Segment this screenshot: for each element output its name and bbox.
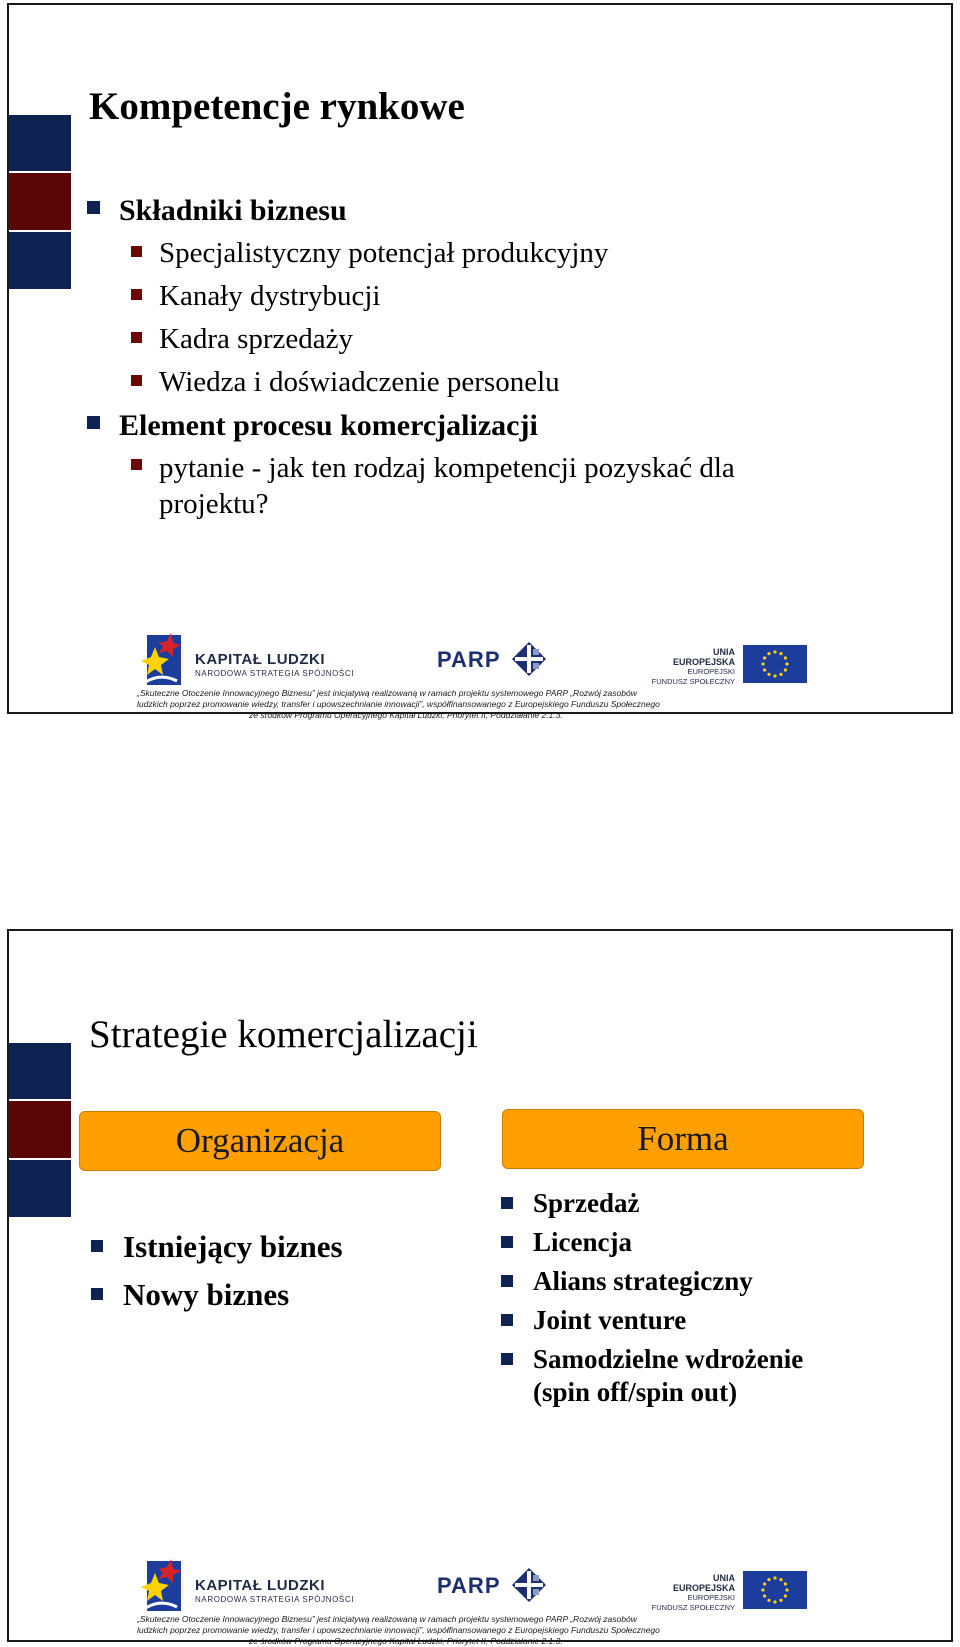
slide-title: Kompetencje rynkowe <box>89 85 465 128</box>
kapital-ludzki-logo-icon <box>137 631 185 691</box>
bullet-square-icon <box>131 332 142 343</box>
slide-title: Strategie komercjalizacji <box>89 1013 478 1056</box>
forma-list <box>501 1187 831 1415</box>
list-item: Alians strategiczny <box>501 1265 831 1298</box>
side-bar-navy-top <box>9 1043 71 1099</box>
kapital-ludzki-text: KAPITAŁ LUDZKI NARODOWA STRATEGIA SPÓJNOŚCI <box>195 651 355 678</box>
bullet-square-icon <box>501 1275 513 1287</box>
parp-logo-icon <box>511 641 547 677</box>
bullet-square-icon <box>501 1353 513 1365</box>
side-bar-navy-bottom <box>9 1160 71 1217</box>
eu-flag-icon <box>743 645 807 683</box>
kapital-ludzki-text: KAPITAŁ LUDZKI NARODOWA STRATEGIA SPÓJNOŚCI <box>195 1577 355 1604</box>
sponsor-footer <box>137 631 837 720</box>
side-bar-maroon <box>9 1101 71 1158</box>
bullet-square-icon <box>91 1288 103 1300</box>
list-item: Wiedza i doświadczenie personelu <box>87 361 847 404</box>
bullet-square-icon <box>501 1197 513 1209</box>
kapital-ludzki-logo-icon <box>137 1557 185 1617</box>
list-item: Licencja <box>501 1226 831 1259</box>
bullet-list <box>87 189 847 522</box>
organizacja-header: Organizacja <box>79 1111 441 1171</box>
list-item: Istniejący biznes <box>91 1223 343 1271</box>
bullet-square-icon <box>87 201 100 214</box>
bullet-square-icon <box>131 289 142 300</box>
side-bar-navy-top <box>9 115 71 171</box>
bullet-square-icon <box>501 1314 513 1326</box>
eu-text: UNIA EUROPEJSKA EUROPEJSKI FUNDUSZ SPOŁECZNY <box>651 1573 735 1612</box>
list-item: Sprzedaż <box>501 1187 831 1220</box>
bullet-square-icon <box>91 1240 103 1252</box>
list-item: Element procesu komercjalizacji <box>87 404 847 447</box>
list-item: pytanie - jak ten rodzaj kompetencji pozyskać dla projektu? <box>87 447 847 522</box>
list-item: Kanały dystrybucji <box>87 275 847 318</box>
bullet-square-icon <box>131 459 142 470</box>
footer-note: „Skuteczne Otoczenie Innowacyjnego Biznesu” jest inicjatywą realizowaną w ramach projektu systemowego PARP „Rozwój zasobów ludzkich poprzez promowanie wiedzy, transfer i upowszechnianie innowacji”, współfinansowanego z Europejskiego Funduszu Społecznego ze środków Programu Operacyjnego Kapitał Ludzki, Priorytet II, Poddziałanie 2.1.3. <box>137 688 660 720</box>
side-bar-maroon <box>9 173 71 230</box>
bullet-square-icon <box>87 416 100 429</box>
list-item: Składniki biznesu <box>87 189 847 232</box>
parp-logo-text: PARP <box>437 647 501 672</box>
bullet-square-icon <box>131 375 142 386</box>
bullet-square-icon <box>131 246 142 257</box>
parp-logo-icon <box>511 1567 547 1603</box>
list-item: Joint venture <box>501 1304 831 1337</box>
list-item: Samodzielne wdrożenie (spin off/spin out) <box>501 1343 831 1409</box>
bullet-square-icon <box>501 1236 513 1248</box>
parp-logo-text: PARP <box>437 1573 501 1598</box>
sponsor-footer <box>137 1557 837 1646</box>
eu-flag-icon <box>743 1571 807 1609</box>
slide-kompetencje <box>7 3 953 720</box>
eu-text: UNIA EUROPEJSKA EUROPEJSKI FUNDUSZ SPOŁECZNY <box>651 647 735 686</box>
forma-header: Forma <box>502 1109 864 1169</box>
organizacja-list <box>91 1223 343 1319</box>
list-item: Kadra sprzedaży <box>87 318 847 361</box>
list-item: Nowy biznes <box>91 1271 343 1319</box>
list-item: Specjalistyczny potencjał produkcyjny <box>87 232 847 275</box>
slide-strategie <box>7 929 953 1646</box>
side-bar-navy-bottom <box>9 232 71 289</box>
footer-note: „Skuteczne Otoczenie Innowacyjnego Biznesu” jest inicjatywą realizowaną w ramach projektu systemowego PARP „Rozwój zasobów ludzkich poprzez promowanie wiedzy, transfer i upowszechnianie innowacji”, współfinansowanego z Europejskiego Funduszu Społecznego ze środków Programu Operacyjnego Kapitał Ludzki, Priorytet II, Poddziałanie 2.1.3. <box>137 1614 660 1646</box>
